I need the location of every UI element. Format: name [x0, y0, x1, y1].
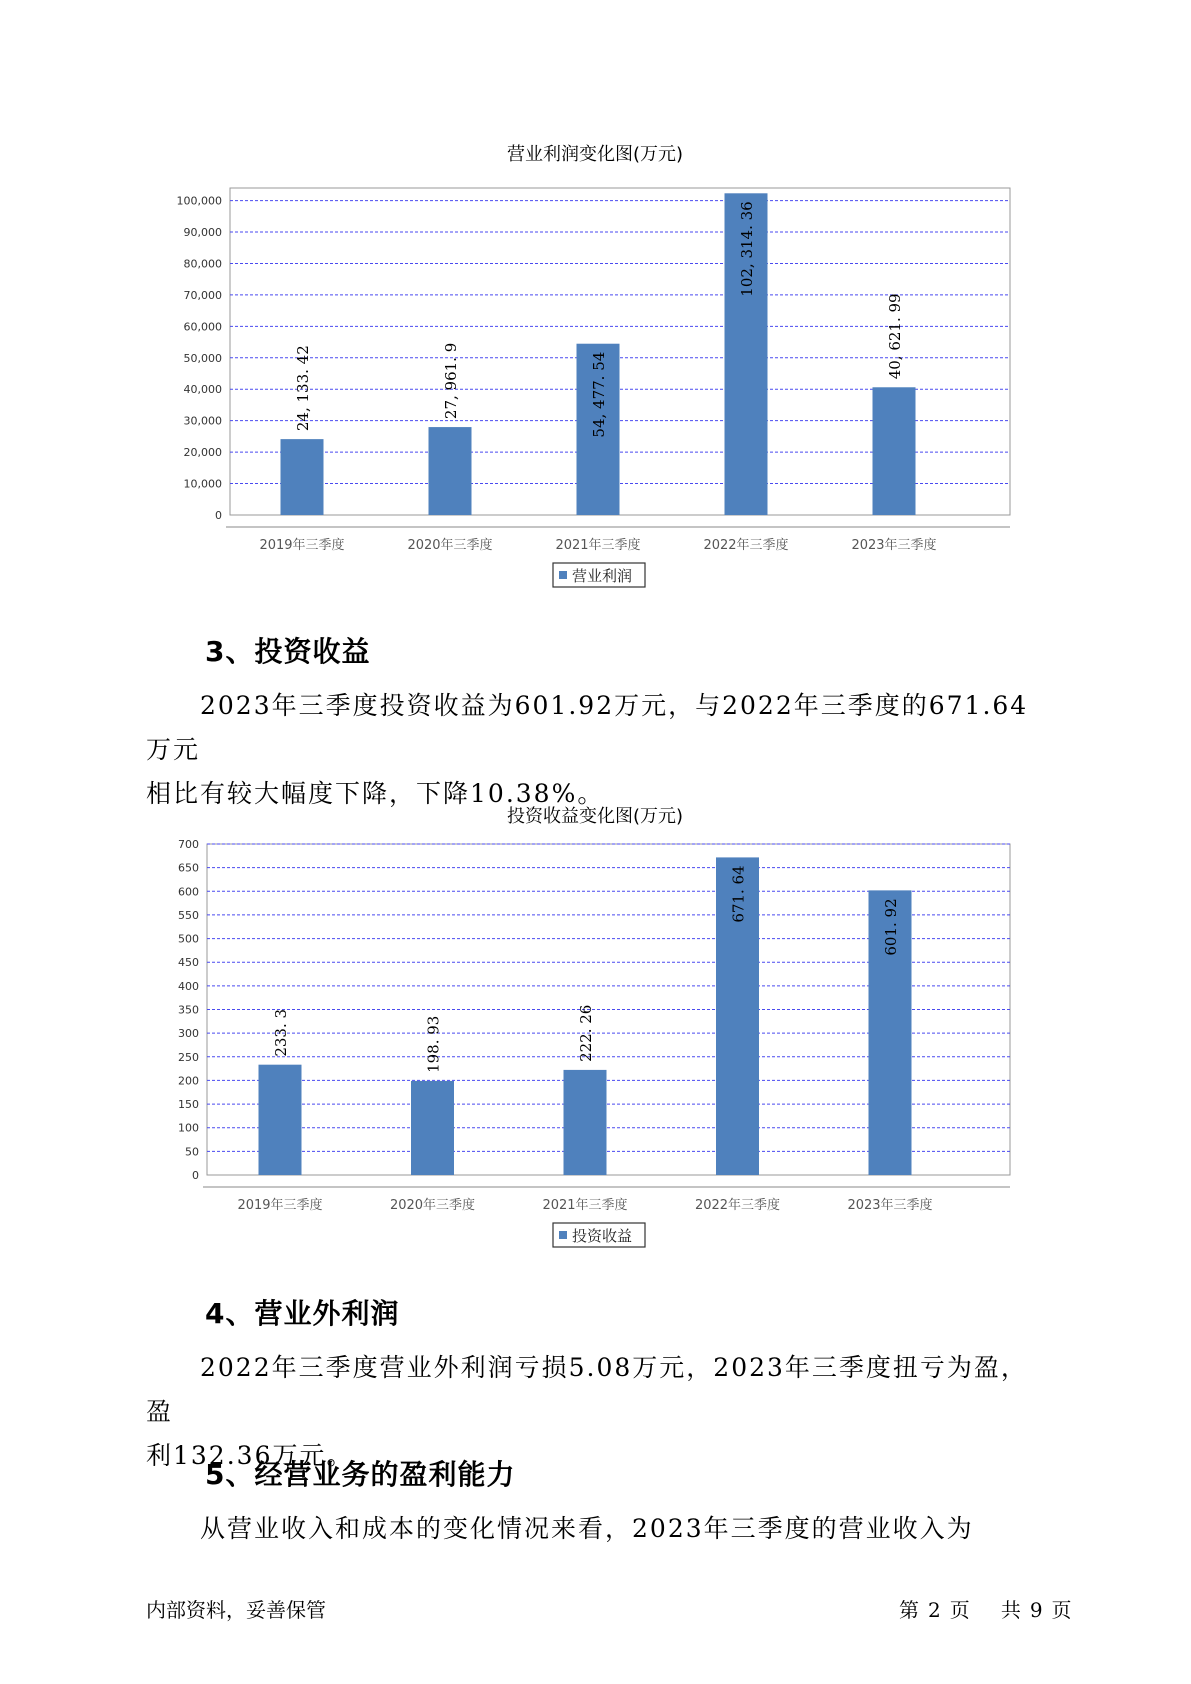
x-tick-label: 2019年三季度 [237, 1198, 323, 1213]
section-3-line-2: 相比有较大幅度下降，下降10.38%。 [146, 779, 605, 808]
bar-value-label: 24, 133. 42 [294, 345, 312, 432]
y-tick-label: 50 [185, 1145, 199, 1159]
investment-income-chart [0, 792, 1191, 1262]
y-tick-label: 10,000 [183, 477, 222, 491]
total-prefix: 共 [1000, 1598, 1022, 1622]
y-tick-label: 300 [178, 1027, 199, 1041]
x-tick-label: 2023年三季度 [847, 1198, 933, 1213]
legend-label: 投资收益 [572, 1227, 633, 1245]
bar [429, 427, 472, 515]
bar-value-label: 198. 93 [424, 1015, 443, 1073]
y-tick-label: 550 [178, 908, 199, 922]
bar-value-label: 671. 64 [729, 865, 748, 923]
chart-title: 营业利润变化图(万元) [506, 144, 684, 165]
y-tick-label: 40,000 [183, 383, 222, 397]
x-tick-label: 2023年三季度 [851, 538, 937, 553]
x-tick-label: 2020年三季度 [389, 1198, 476, 1213]
bar [259, 1065, 302, 1175]
section-5-title: 5、经营业务的盈利能力 [205, 1458, 516, 1491]
y-tick-label: 650 [178, 861, 199, 875]
page-num: 2 [928, 1598, 942, 1622]
y-tick-label: 450 [178, 956, 199, 970]
page-unit: 页 [949, 1598, 971, 1622]
section-4-line-2: 利132.36万元。 [146, 1441, 354, 1470]
y-tick-label: 250 [178, 1050, 199, 1064]
bar-value-label: 601. 92 [882, 898, 900, 956]
chart-title: 投资收益变化图(万元) [506, 806, 684, 827]
section-5-line-1: 从营业收入和成本的变化情况来看，2023年三季度的营业收入为 [200, 1514, 974, 1543]
x-tick-label: 2020年三季度 [407, 538, 493, 553]
y-tick-label: 400 [178, 979, 199, 993]
legend-label: 营业利润 [572, 567, 633, 585]
y-tick-label: 0 [192, 1169, 199, 1182]
y-tick-label: 80,000 [183, 257, 222, 271]
section-3-line-1: 2023年三季度投资收益为601.92万元，与2022年三季度的671.64万元 [146, 691, 1029, 764]
y-tick-label: 200 [178, 1074, 199, 1088]
bar-value-label: 40, 621. 99 [886, 293, 904, 380]
y-tick-label: 350 [178, 1003, 199, 1017]
bar-value-label: 27, 961. 9 [442, 342, 460, 420]
legend-swatch [559, 1231, 567, 1239]
y-tick-label: 150 [178, 1098, 199, 1112]
y-tick-label: 50,000 [183, 351, 222, 365]
y-tick-label: 60,000 [183, 320, 222, 334]
section-4-line-1: 2022年三季度营业外利润亏损5.08万元，2023年三季度扭亏为盈，盈 [146, 1353, 1028, 1426]
section-4-title: 4、营业外利润 [205, 1297, 400, 1330]
section-3-title: 3、投资收益 [205, 635, 371, 668]
bar [281, 439, 324, 515]
y-tick-label: 100 [178, 1121, 199, 1135]
x-tick-label: 2019年三季度 [259, 538, 345, 553]
footer-confidential: 内部资料，妥善保管 [146, 1598, 326, 1622]
total-num: 9 [1029, 1598, 1044, 1622]
bar [411, 1081, 454, 1175]
x-tick-label: 2022年三季度 [694, 1198, 781, 1213]
x-tick-label: 2022年三季度 [703, 538, 789, 553]
total-unit: 页 [1051, 1598, 1073, 1622]
investment-income-chart-svg [0, 792, 1191, 1262]
y-tick-label: 700 [178, 838, 199, 851]
operating-profit-chart [0, 130, 1191, 600]
bar-value-label: 102, 314. 36 [738, 201, 756, 297]
operating-profit-chart-svg [0, 130, 1191, 600]
y-tick-label: 20,000 [183, 446, 222, 460]
legend-swatch [559, 571, 567, 579]
page-prefix: 第 [899, 1598, 920, 1622]
footer-page-number [895, 1594, 1077, 1623]
bar-value-label: 233. 3 [272, 1008, 290, 1057]
section-5-paragraph [146, 1507, 1046, 1551]
y-tick-label: 500 [178, 932, 199, 946]
bar-value-label: 54, 477. 54 [590, 351, 608, 438]
bar [873, 387, 916, 515]
x-tick-label: 2021年三季度 [542, 1198, 628, 1213]
bar-value-label: 222. 26 [577, 1004, 595, 1062]
y-tick-label: 0 [215, 509, 222, 522]
y-tick-label: 600 [178, 885, 199, 899]
y-tick-label: 90,000 [183, 226, 222, 240]
bar [564, 1070, 607, 1175]
y-tick-label: 100,000 [176, 194, 222, 208]
y-tick-label: 70,000 [183, 288, 222, 302]
y-tick-label: 30,000 [183, 414, 222, 428]
x-tick-label: 2021年三季度 [555, 538, 641, 553]
